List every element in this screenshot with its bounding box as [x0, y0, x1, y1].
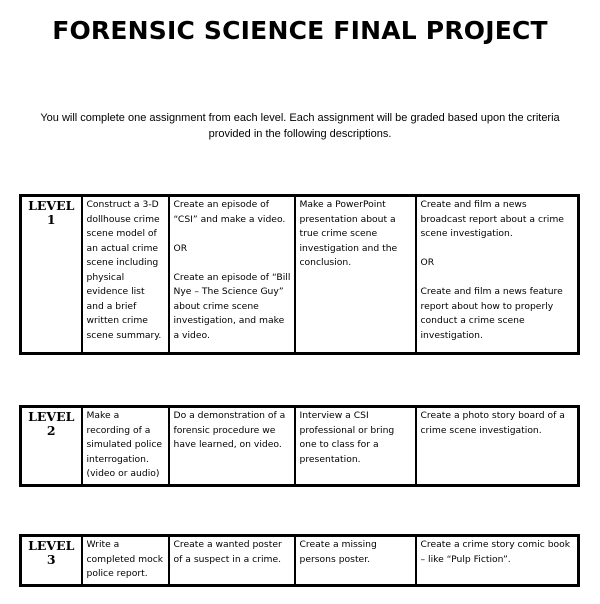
or-separator: OR [173, 242, 188, 254]
table-row [21, 196, 579, 354]
assignment-text: Write a completed mock police report. [86, 539, 164, 579]
assignment-cell [416, 407, 579, 486]
assignment-cell [169, 196, 295, 354]
assignment-cell [416, 196, 579, 354]
assignment-text: Do a demonstration of a forensic procedure we have learned, on video. [173, 410, 286, 450]
assignment-text: Create a photo story board of a crime scene investigation. [420, 410, 565, 436]
level-3-table [19, 534, 580, 587]
assignment-cell [169, 407, 295, 486]
assignment-cell [169, 536, 295, 586]
level-word: LEVEL [28, 198, 75, 213]
level-number: 1 [46, 212, 56, 227]
assignment-text: Create and film a news feature report about how to properly conduct a crime scene investigation. [420, 286, 563, 341]
level-1-label [21, 196, 82, 354]
assignment-cell [295, 407, 416, 486]
table-row [21, 536, 579, 586]
assignment-cell [295, 196, 416, 354]
level-3-label [21, 536, 82, 586]
intro-text: You will complete one assignment from each level. Each assignment will be graded based upon the criteria provided in the following descriptions. [40, 112, 560, 140]
level-2-label [21, 407, 82, 486]
assignment-text: Make a recording of a simulated police interrogation. (video or audio) [86, 410, 163, 479]
assignment-text: Create a crime story comic book – like “Pulp Fiction”. [420, 539, 571, 565]
table-row [21, 407, 579, 486]
assignment-text: Construct a 3-D dollhouse crime scene model of an actual crime scene including physical evidence list and a brief written crime scene summary. [86, 199, 162, 341]
or-separator: OR [420, 257, 435, 268]
assignment-text: Interview a CSI professional or bring one to class for a presentation. [299, 410, 395, 465]
level-1-table [19, 194, 580, 355]
assignment-cell [416, 536, 579, 586]
level-number: 2 [46, 423, 56, 438]
assignment-cell [295, 536, 416, 586]
page-title: FORENSIC SCIENCE FINAL PROJECT [52, 16, 548, 45]
assignment-text: Create and film a news broadcast report about a crime scene investigation. [420, 199, 564, 239]
assignment-cell [82, 196, 169, 354]
level-2-table [19, 405, 580, 487]
level-number: 3 [46, 552, 56, 567]
assignment-cell [82, 536, 169, 586]
assignment-text: Create a missing persons poster. [299, 539, 377, 565]
level-word: LEVEL [28, 409, 75, 424]
assignment-text: Create an episode of “Bill Nye – The Science Guy” about crime scene investigation, and make a video. [173, 271, 291, 341]
level-word: LEVEL [28, 538, 75, 553]
assignment-text: Create an episode of “CSI” and make a video. [173, 199, 286, 225]
assignment-text: Make a PowerPoint presentation about a true crime scene investigation and the conclusion. [299, 199, 398, 268]
assignment-text: Create a wanted poster of a suspect in a crime. [173, 539, 282, 565]
assignment-cell [82, 407, 169, 486]
